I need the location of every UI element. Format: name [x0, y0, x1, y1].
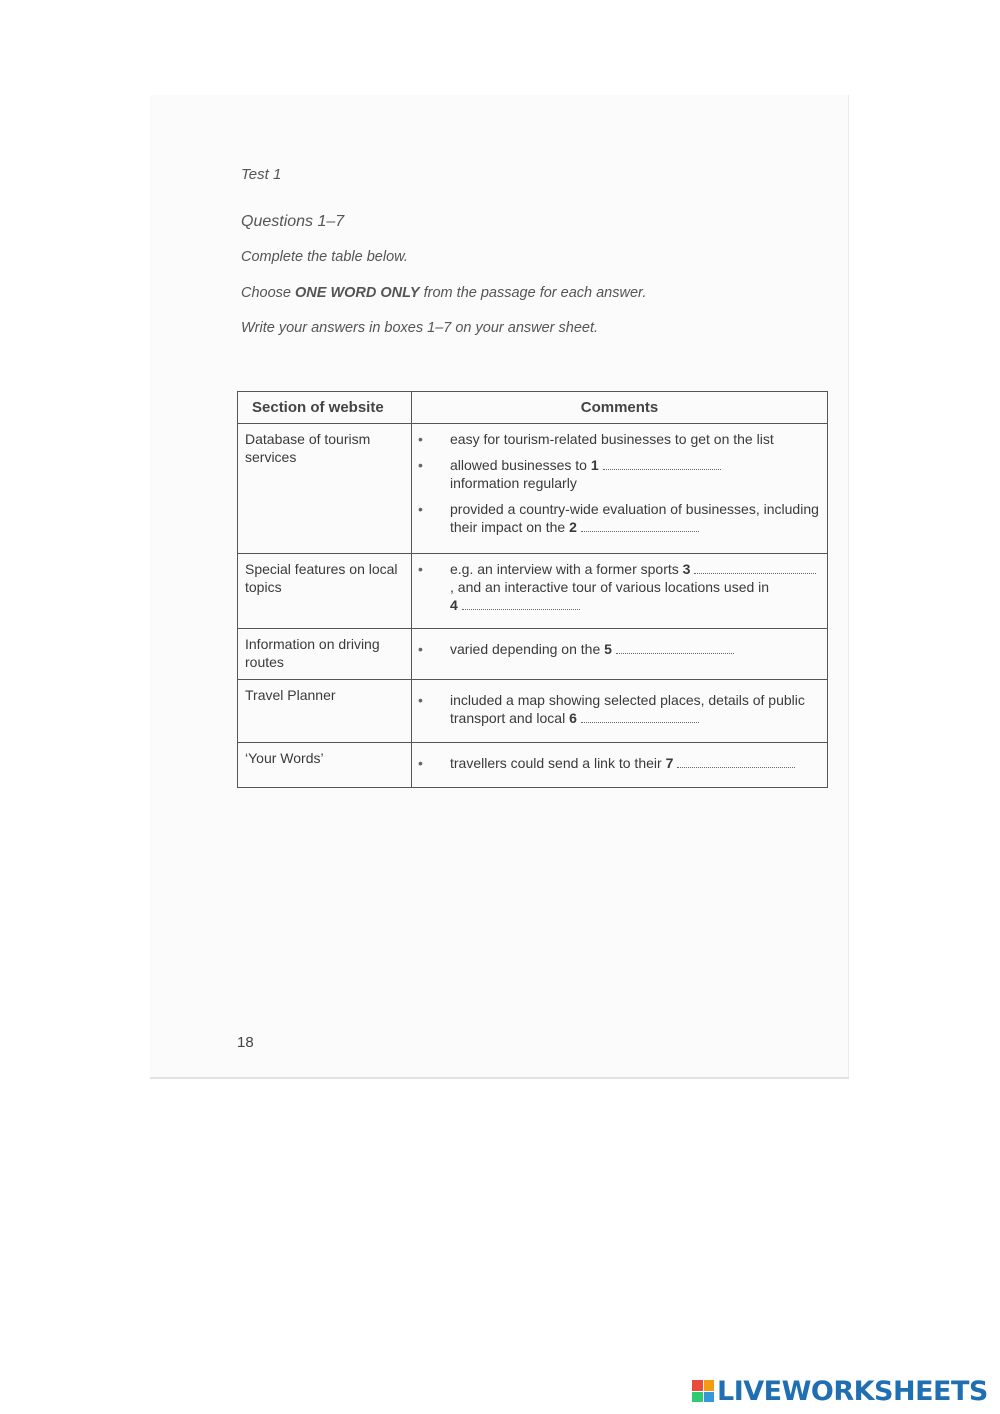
comment-text: e.g. an interview with a former sports — [450, 561, 683, 577]
comments-table — [237, 391, 828, 788]
answer-number-2: 2 — [569, 519, 577, 535]
questions-heading: Questions 1–7 — [241, 213, 345, 230]
comments-cell — [412, 743, 828, 788]
instruction-choose-emphasis: ONE WORD ONLY — [295, 285, 420, 301]
bullet-icon: • — [418, 431, 423, 447]
section-cell: Special features on local topics — [238, 554, 412, 629]
comments-cell — [412, 629, 828, 680]
instruction-write: Write your answers in boxes 1–7 on your answer sheet. — [241, 320, 599, 336]
instruction-choose — [241, 285, 646, 301]
list-item — [418, 500, 819, 536]
logo-square — [692, 1380, 703, 1391]
answer-number-5: 5 — [604, 641, 612, 657]
list-item — [418, 691, 819, 727]
answer-gap-7[interactable] — [677, 755, 795, 768]
answer-gap-3[interactable] — [694, 561, 816, 574]
comment-text: easy for tourism-related businesses to get on the list — [450, 431, 774, 447]
list-item — [418, 560, 819, 614]
answer-number-7: 7 — [665, 755, 674, 771]
bullet-icon: • — [418, 457, 423, 473]
bullet-icon: • — [418, 501, 423, 517]
answer-number-4: 4 — [450, 597, 458, 613]
comment-text: provided a country-wide evaluation of businesses, including their impact on the — [450, 501, 819, 535]
bullet-icon: • — [418, 561, 423, 577]
bullet-icon: • — [418, 755, 423, 771]
bullet-icon: • — [418, 641, 423, 657]
table-row — [238, 629, 828, 680]
comment-text: included a map showing selected places, details of public transport and local — [450, 692, 805, 726]
list-item — [418, 456, 819, 492]
comment-text: allowed businesses to — [450, 457, 591, 473]
answer-gap-4[interactable] — [462, 597, 580, 610]
liveworksheets-logo-icon — [692, 1380, 714, 1402]
answer-gap-1[interactable] — [603, 457, 721, 470]
comments-cell — [412, 680, 828, 743]
answer-gap-5[interactable] — [616, 641, 734, 654]
table-row — [238, 424, 828, 554]
answer-gap-6[interactable] — [581, 710, 699, 723]
test-label: Test 1 — [241, 166, 282, 183]
list-item — [418, 754, 819, 772]
table-header-row — [238, 392, 828, 424]
comment-text: , and an interactive tour of various locations used in — [450, 579, 770, 595]
list-item — [418, 430, 819, 448]
table-row — [238, 554, 828, 629]
liveworksheets-watermark[interactable] — [692, 1374, 988, 1408]
list-item — [418, 640, 819, 658]
instruction-complete: Complete the table below. — [241, 249, 408, 265]
comments-cell — [412, 554, 828, 629]
table-row — [238, 743, 828, 788]
section-cell: Information on driving routes — [238, 629, 412, 680]
instruction-choose-pre: Choose — [241, 285, 296, 301]
comments-cell — [412, 424, 828, 554]
logo-square — [704, 1392, 715, 1403]
answer-number-6: 6 — [569, 710, 577, 726]
header-comments: Comments — [412, 392, 828, 424]
logo-square — [704, 1380, 715, 1391]
liveworksheets-wordmark: LIVEWORKSHEETS — [717, 1375, 988, 1407]
section-cell: Database of tourism services — [238, 424, 412, 554]
answer-number-1: 1 — [590, 457, 599, 473]
section-cell: ‘Your Words’ — [238, 743, 412, 788]
section-cell: Travel Planner — [238, 680, 412, 743]
instruction-choose-post: from the passage for each answer. — [419, 285, 647, 301]
header-section: Section of website — [238, 392, 412, 424]
table-row — [238, 680, 828, 743]
logo-square — [692, 1392, 703, 1403]
answer-number-3: 3 — [682, 561, 691, 577]
bullet-icon: • — [418, 692, 423, 708]
comment-text: travellers could send a link to their — [450, 755, 666, 771]
comment-text: varied depending on the — [450, 641, 605, 657]
page-number: 18 — [237, 1034, 254, 1051]
answer-gap-2[interactable] — [581, 519, 699, 532]
comment-text: information regularly — [450, 475, 577, 491]
